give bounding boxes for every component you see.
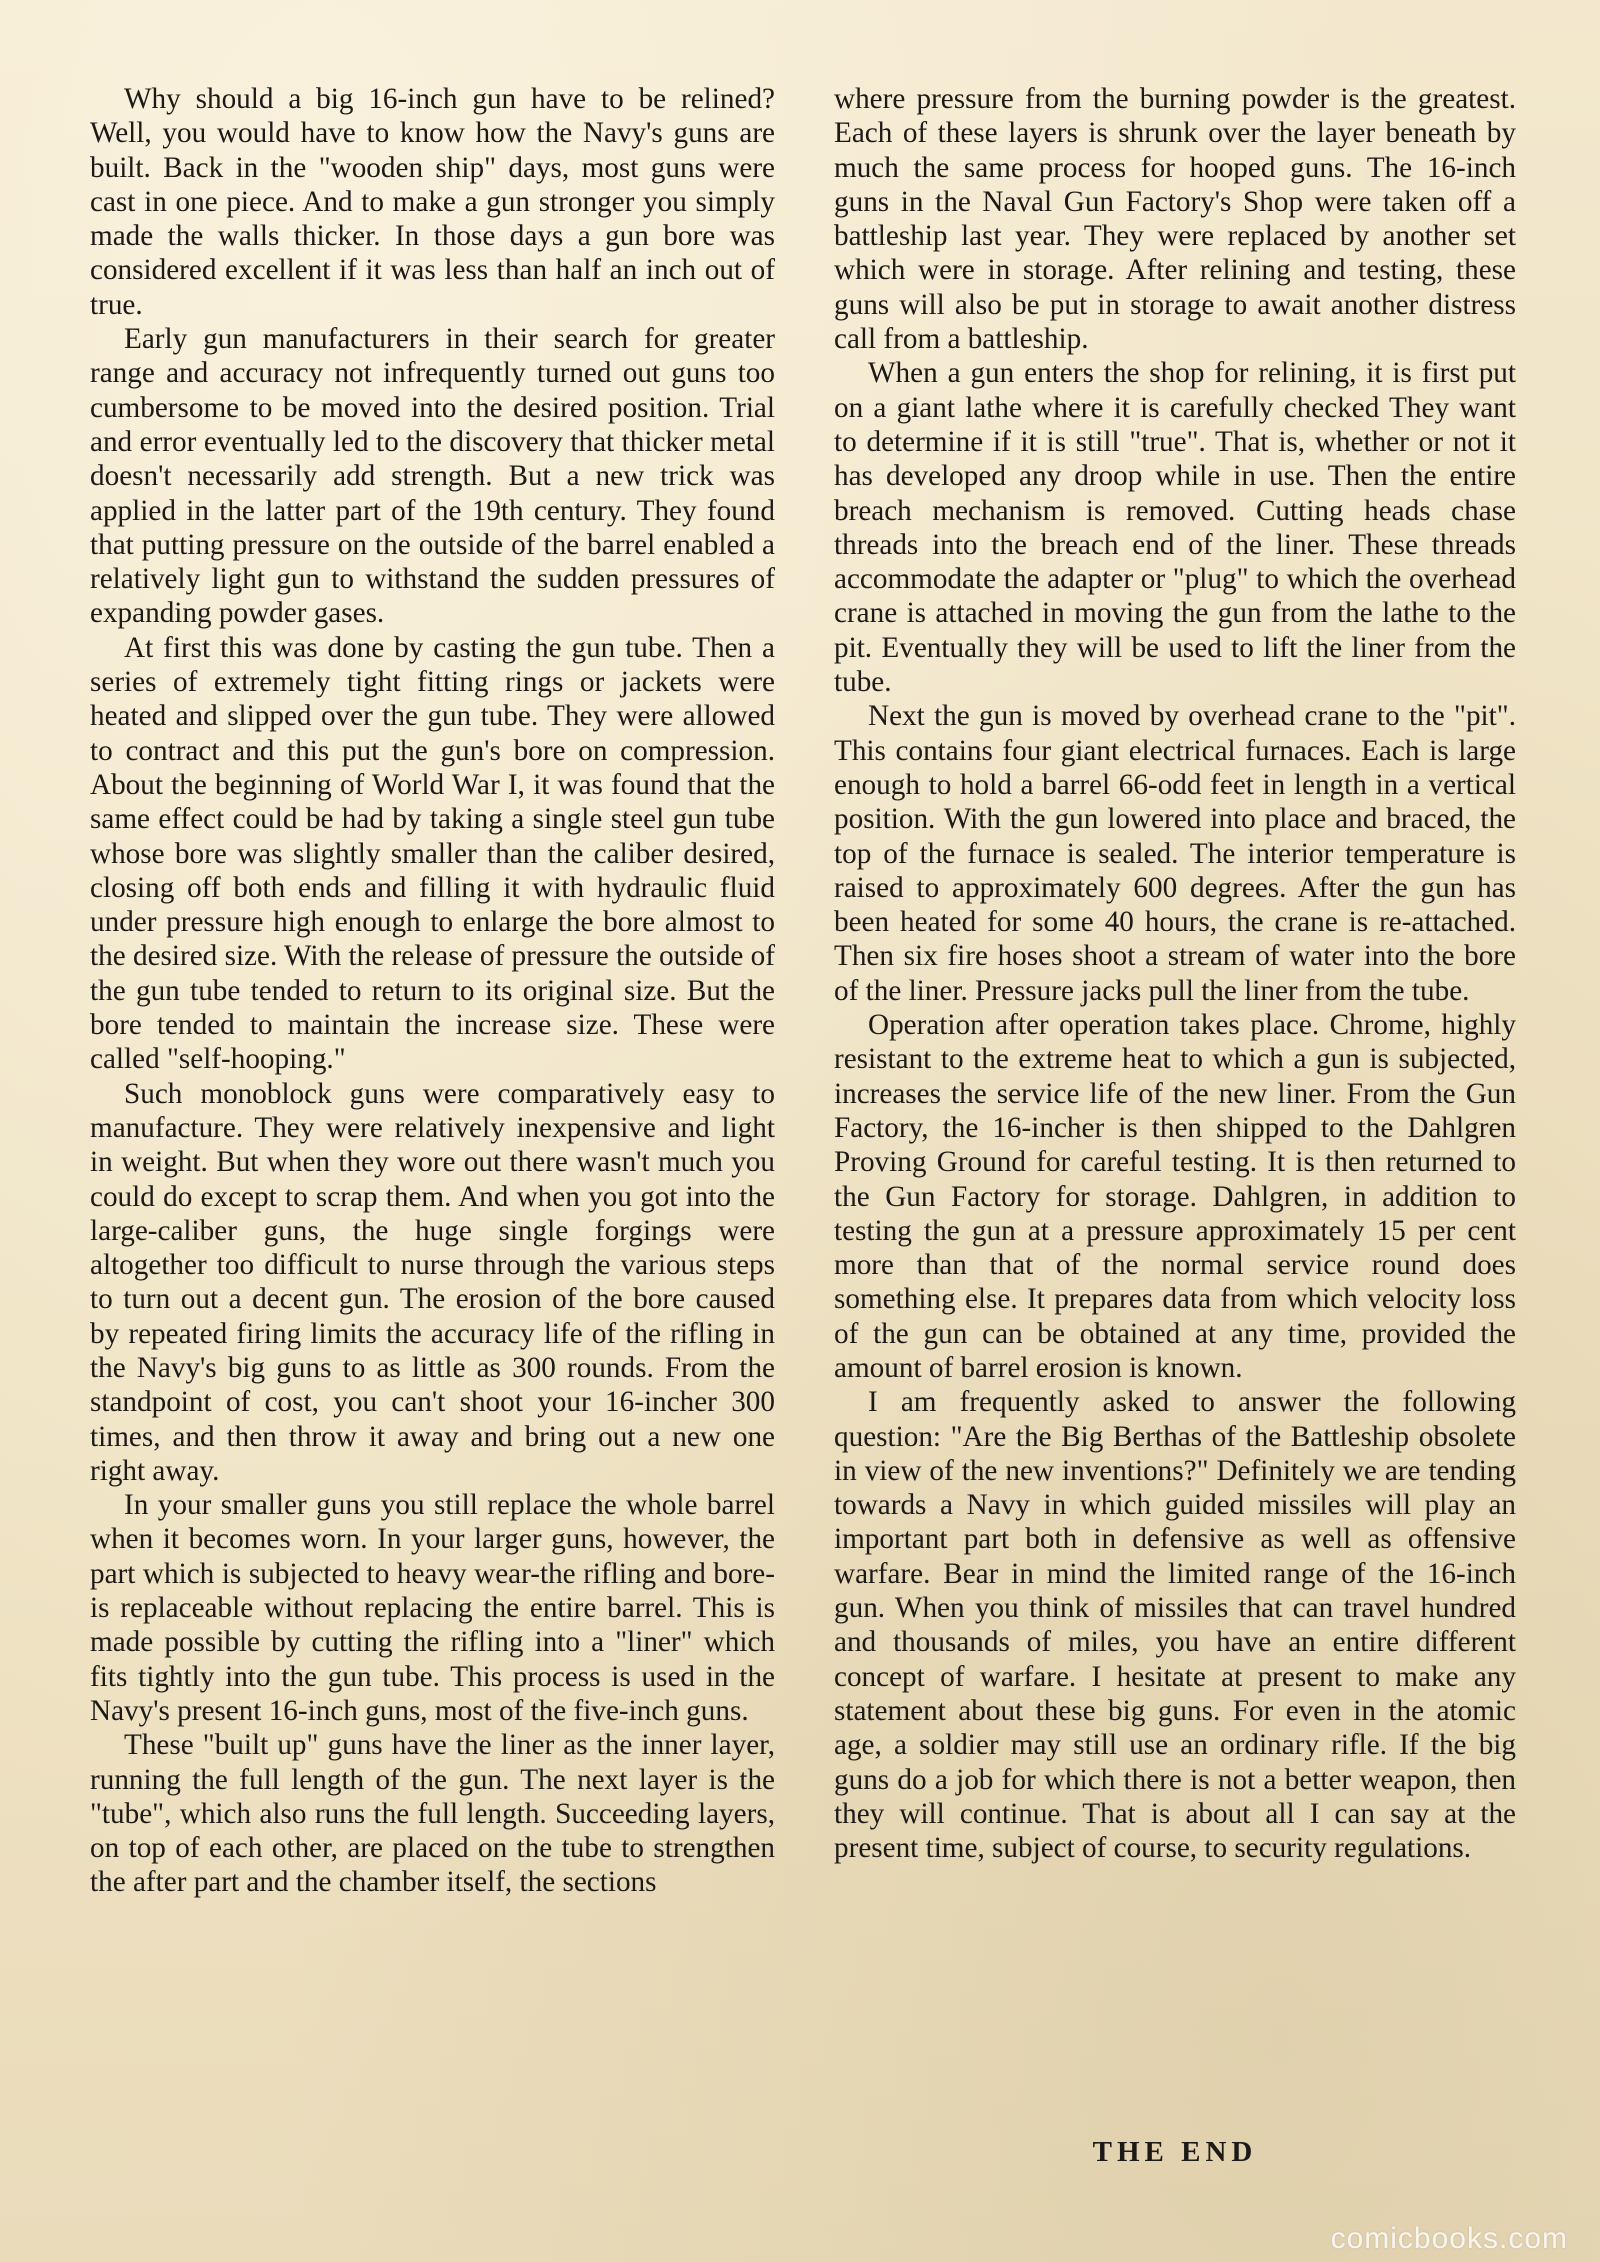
- article-paragraph: where pressure from the burning powder is the greatest. Each of these layers is shrunk over the layer beneath by much the same process for hooped guns. The 16-inch guns in the Naval Gun Factory's Shop were taken off a battleship last year. They were replaced by another set which were in storage. After relining and testing, these guns will also be put in storage to await another distress call from a battleship.: [834, 83, 1516, 356]
- article-right-column: [834, 82, 1516, 1865]
- article-paragraph: At first this was done by casting the gun tube. Then a series of extremely tight fitting rings or jackets were heated and slipped over the gun tube. They were allowed to contract and this put the gun's bore on compression. About the beginning of World War I, it was found that the same effect could be had by taking a single steel gun tube whose bore was slightly smaller than the caliber desired, closing off both ends and filling it with hydraulic fluid under pressure high enough to enlarge the bore almost to the desired size. With the release of pressure the outside of the gun tube tended to return to its original size. But the bore tended to maintain the increase size. These were called "self-hooping.": [90, 631, 775, 1076]
- article-paragraph: Why should a big 16-inch gun have to be relined? Well, you would have to know how the Navy's guns are built. Back in the "wooden ship" days, most guns were cast in one piece. And to make a gun stronger you simply made the walls thicker. In those days a gun bore was considered excellent if it was less than half an inch out of true.: [90, 83, 775, 321]
- the-end-label: THE END: [1092, 2136, 1258, 2168]
- article-paragraph: When a gun enters the shop for relining, it is first put on a giant lathe where it is carefully checked They want to determine if it is still "true". That is, whether or not it has developed any droop while in use. Then the entire breach mechanism is removed. Cutting heads chase threads into the breach end of the liner. These threads accommodate the adapter or "plug" to which the overhead crane is attached in moving the gun from the lathe to the pit. Eventually they will be used to lift the liner from the tube.: [834, 357, 1516, 699]
- article-paragraph: These "built up" guns have the liner as the inner layer, running the full length of the gun. The next layer is the "tube", which also runs the full length. Succeeding layers, on top of each other, are placed on the tube to strengthen the after part and the chamber itself, the sections: [90, 1729, 775, 1899]
- article-paragraph: Next the gun is moved by overhead crane to the "pit". This contains four giant electrical furnaces. Each is large enough to hold a barrel 66-odd feet in length in a vertical position. With the gun lowered into place and braced, the top of the furnace is sealed. The interior temperature is raised to approximately 600 degrees. After the gun has been heated for some 40 hours, the crane is re-attached. Then six fire hoses shoot a stream of water into the bore of the liner. Pressure jacks pull the liner from the tube.: [834, 700, 1516, 1007]
- article-paragraph: In your smaller guns you still replace the whole barrel when it becomes worn. In your larger guns, however, the part which is subjected to heavy wear-the rifling and bore-is replaceable without replacing the entire barrel. This is made possible by cutting the rifling into a "liner" which fits tightly into the gun tube. This process is used in the Navy's present 16-inch guns, most of the five-inch guns.: [90, 1489, 775, 1727]
- article-paragraph: Such monoblock guns were comparatively easy to manufacture. They were relatively inexpensive and light in weight. But when they wore out there wasn't much you could do except to scrap them. And when you got into the large-caliber guns, the huge single forgings were altogether too difficult to nurse through the various steps to turn out a decent gun. The erosion of the bore caused by repeated firing limits the accuracy life of the rifling in the Navy's big guns to as little as 300 rounds. From the standpoint of cost, you can't shoot your 16-incher 300 times, and then throw it away and bring out a new one right away.: [90, 1077, 775, 1487]
- article-paragraph: Operation after operation takes place. Chrome, highly resistant to the extreme heat to which a gun is subjected, increases the service life of the new liner. From the Gun Factory, the 16-incher is then shipped to the Dahlgren Proving Ground for careful testing. It is then returned to the Gun Factory for storage. Dahlgren, in addition to testing the gun at a pressure approximately 15 per cent more than that of the normal service round does something else. It prepares data from which velocity loss of the gun can be obtained at any time, provided the amount of barrel erosion is known.: [834, 1009, 1516, 1384]
- article-left-column: [90, 82, 775, 1900]
- article-paragraph: Early gun manufacturers in their search for greater range and accuracy not infrequently turned out guns too cumbersome to be moved into the desired position. Trial and error eventually led to the discovery that thicker metal doesn't necessarily add strength. But a new trick was applied in the latter part of the 19th century. They found that putting pressure on the outside of the barrel enabled a relatively light gun to withstand the sudden pressures of expanding powder gases.: [90, 323, 775, 630]
- article-paragraph: I am frequently asked to answer the following question: "Are the Big Berthas of the Battleship obsolete in view of the new inventions?" Definitely we are tending towards a Navy in which guided missiles will play an important part both in defensive as well as offensive warfare. Bear in mind the limited range of the 16-inch gun. When you think of missiles that can travel hundred and thousands of miles, you have an entire different concept of warfare. I hesitate at present to make any statement about these big guns. For even in the atomic age, a soldier may still use an ordinary rifle. If the big guns do a job for which there is not a better weapon, then they will continue. That is about all I can say at the present time, subject of course, to security regulations.: [834, 1386, 1516, 1865]
- site-watermark: comicbooks.com: [1330, 2222, 1568, 2255]
